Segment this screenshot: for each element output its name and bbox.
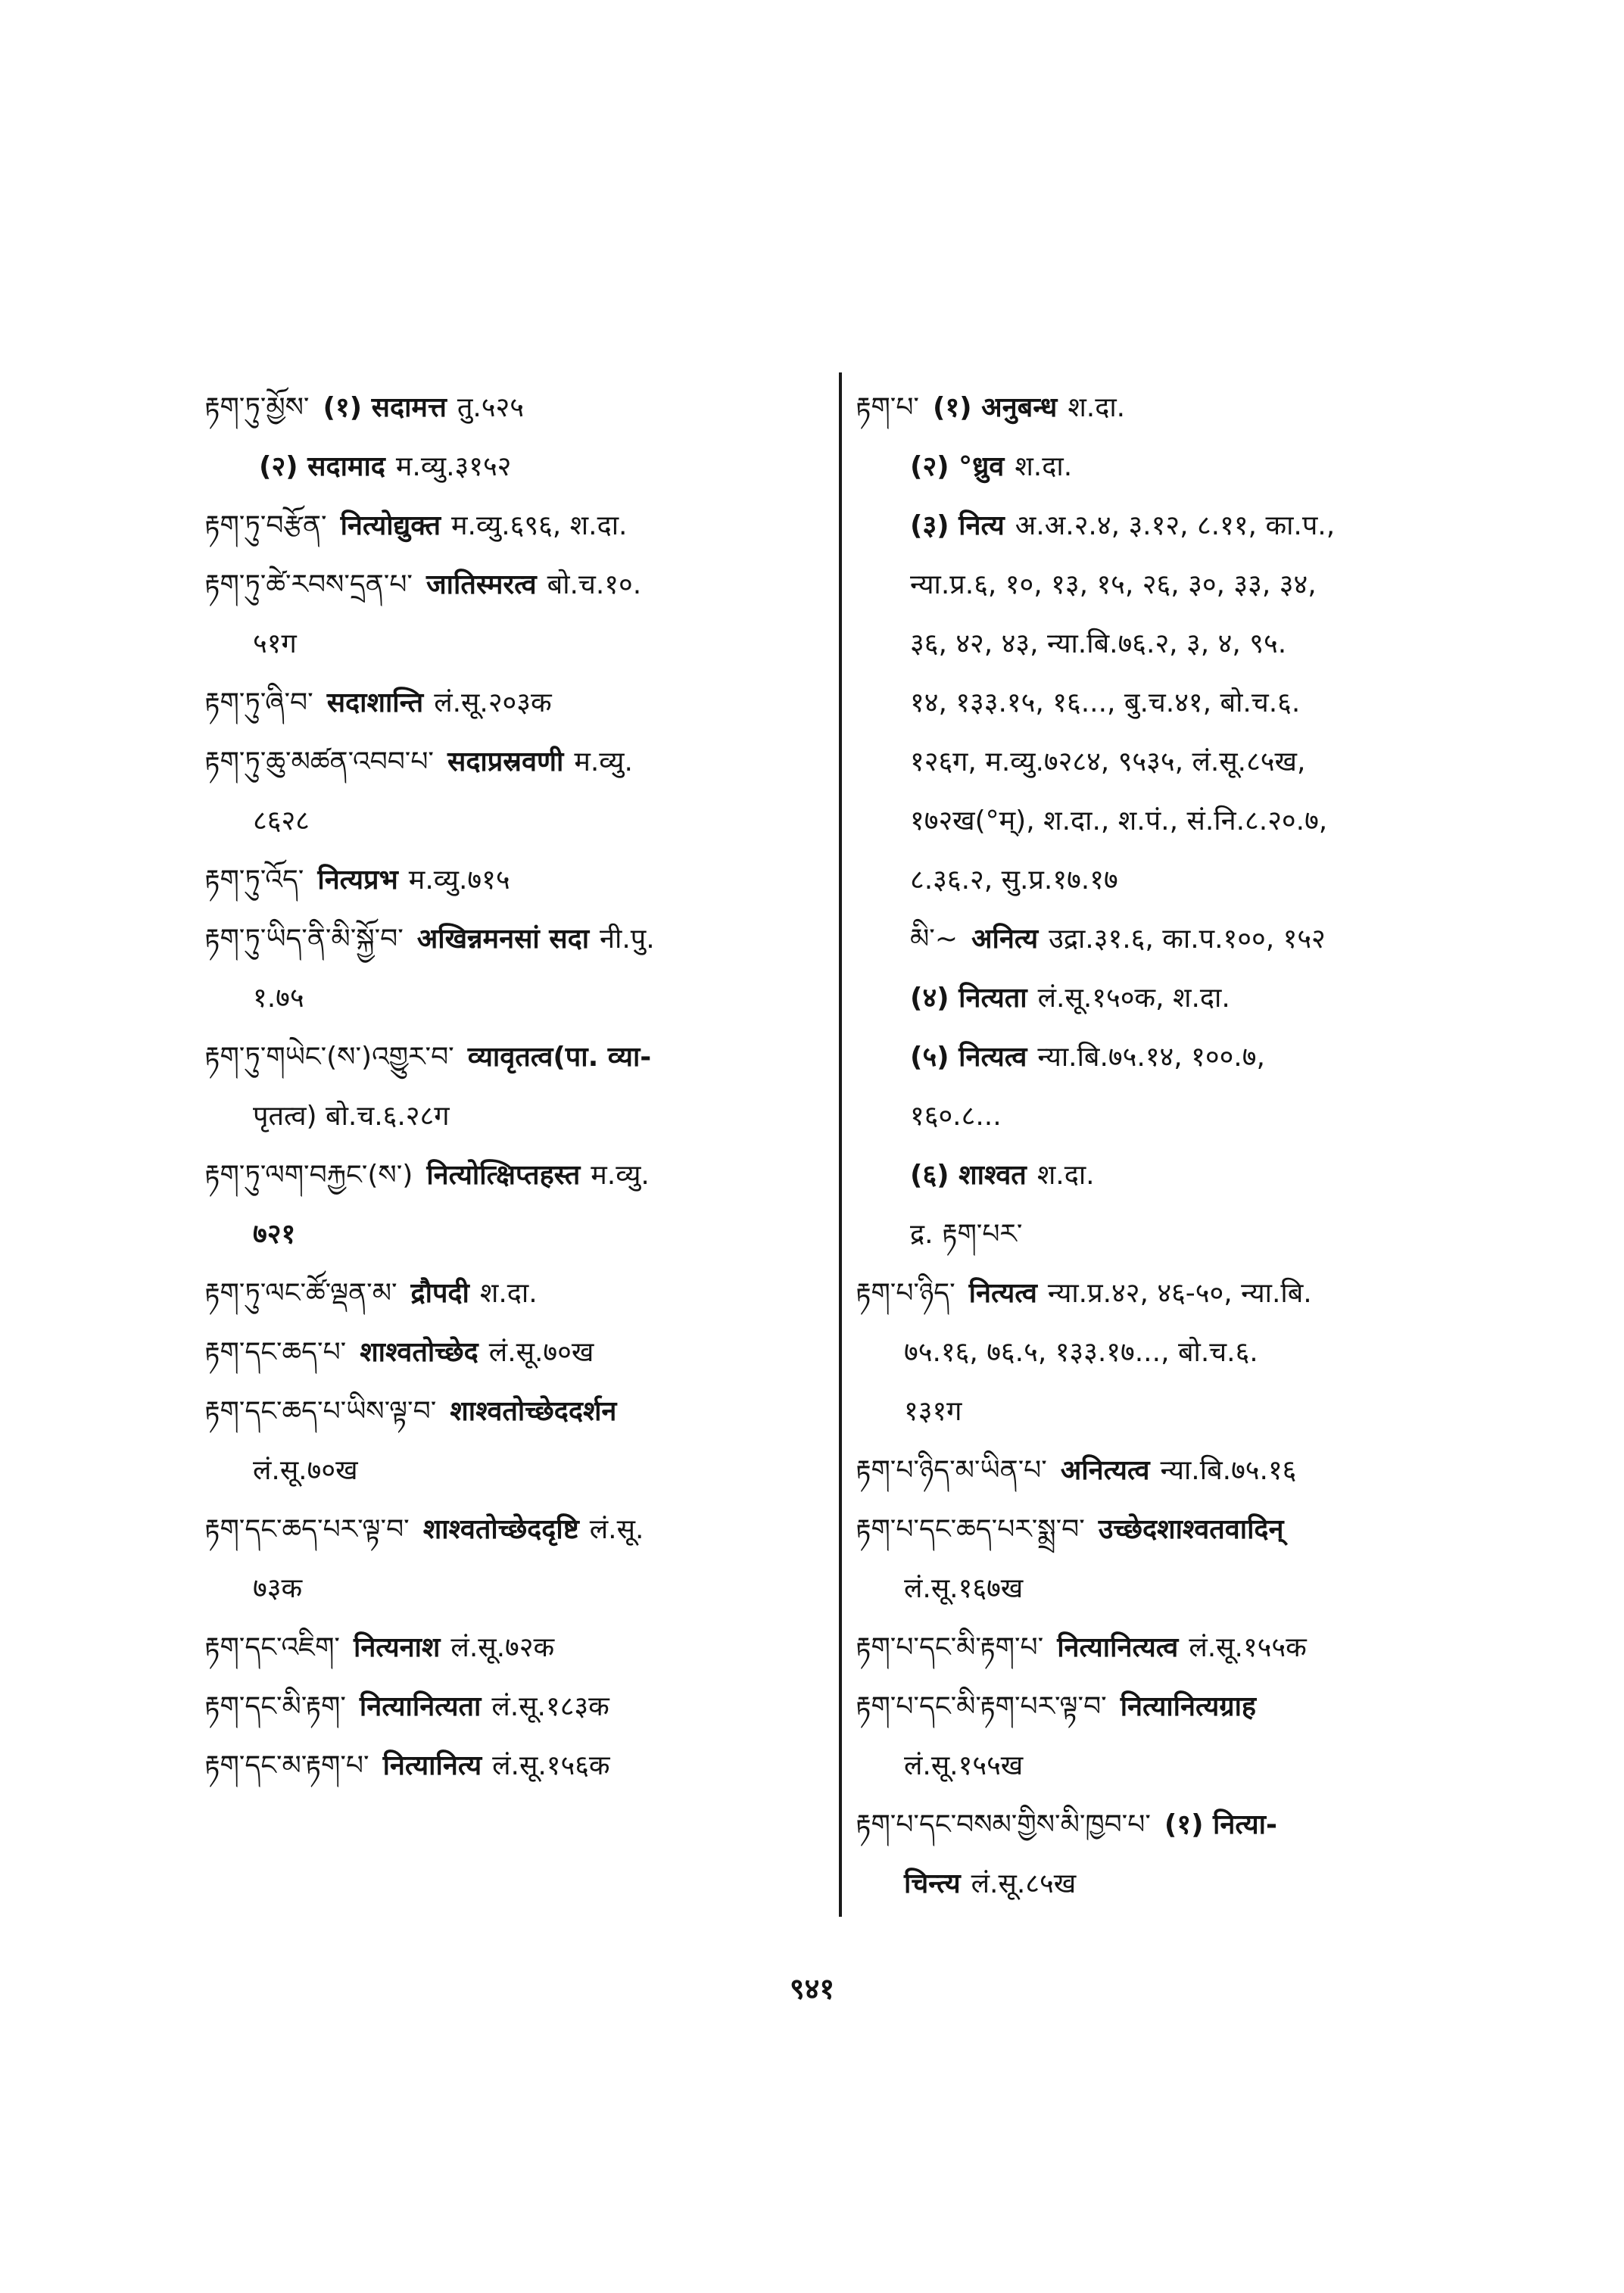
source-reference: म.व्यु. [574,746,633,777]
sanskrit-equivalent: (१) सदामत्त [323,392,447,423]
dictionary-entry [856,1678,1461,1737]
source-reference: १६०.८... [910,1101,1002,1132]
dictionary-entry [856,1323,1461,1382]
sanskrit-equivalent: ७२१ [253,1219,296,1250]
tibetan-headword: རྟག་དང་མ་རྟག་པ་ [204,1750,369,1781]
tibetan-headword: རྟག་ཏུ་ཞི་བ་ [204,687,313,718]
sanskrit-equivalent: नित्यनाश [354,1632,441,1663]
dictionary-entry [856,1855,1461,1914]
source-reference: १४, १३३.१५, १६..., बु.च.४१, बो.च.६. [910,687,1301,718]
source-reference: न्या.बि.७५.१४, १००.७, [1037,1042,1265,1073]
source-reference: १.७५ [253,983,304,1014]
dictionary-entry [856,733,1461,792]
dictionary-entry [856,556,1461,615]
tibetan-headword: རྟག་པ་དང་ཆད་པར་སྨྲ་བ་ [856,1514,1085,1545]
source-reference: श.दा. [1015,451,1073,482]
source-reference: लं.सू.७०ख [253,1455,358,1486]
dictionary-entry [856,615,1461,674]
dictionary-entry [856,379,1461,438]
dictionary-entry [204,1441,825,1500]
source-reference: नी.पु. [600,924,655,955]
sanskrit-equivalent: शाश्वतोच्छेद [360,1337,478,1368]
sanskrit-equivalent: नित्यानित्यता [359,1691,482,1722]
sanskrit-equivalent: (१) नित्या- [1164,1809,1277,1840]
dictionary-entry [856,851,1461,910]
tibetan-headword: རྟག་པ་དང་བསམ་གྱིས་མི་ཁྱབ་པ་ [856,1809,1151,1840]
tibetan-headword: རྟག་དང་མི་རྟག་ [204,1691,346,1722]
tibetan-headword: མི་~ [910,924,958,955]
sanskrit-equivalent: सदाशान्ति [326,687,424,718]
dictionary-entry [204,438,825,497]
source-reference: ७५.१६, ७६.५, १३३.१७..., बो.च.६. [904,1337,1258,1368]
source-reference: श.दा. [1036,1160,1095,1191]
sanskrit-equivalent: नित्यानित्यत्व [1057,1632,1179,1663]
tibetan-headword: རྟག་ཏུ་འོད་ [204,865,304,896]
tibetan-headword: རྟག་ཏུ་ཡིད་ནི་མི་སྐྱོ་བ་ [204,924,404,955]
sanskrit-equivalent: सदाप्रस्रवणी [447,746,564,777]
dictionary-entry [204,556,825,615]
source-reference: ७३क [253,1573,303,1604]
dictionary-entry [204,1323,825,1382]
tibetan-headword: རྟག་དང་ཆད་པར་ལྟ་བ་ [204,1514,410,1545]
dictionary-entry [856,1618,1461,1678]
source-reference: श.दा. [479,1278,538,1309]
tibetan-headword: རྟག་ཏུ་ཆུ་མཚན་འབབ་པ་ [204,746,434,777]
dictionary-entry [204,1028,825,1087]
page-number: ९४१ [789,1972,835,2005]
dictionary-entry [856,1500,1461,1559]
source-reference: द्र. རྟག་པར་ [910,1219,1023,1250]
source-reference: म.व्यु.६९६, श.दा. [451,510,628,541]
source-reference: ३६, ४२, ४३, न्या.बि.७६.२, ३, ४, ९५. [910,628,1287,659]
dictionary-entry [856,1737,1461,1796]
source-reference: म.व्यु.३१५२ [395,451,512,482]
source-reference: लं.सू.१८३क [491,1691,609,1722]
source-reference: १७२ख(°म्), श.दा., श.पं., सं.नि.८.२०.७, [910,805,1328,837]
source-reference: ५१ग [253,628,297,659]
tibetan-headword: རྟག་ཏུ་བརྩོན་ [204,510,327,541]
source-reference: लं.सू.७०ख [488,1337,594,1368]
tibetan-headword: རྟག་དང་ཆད་པ་ [204,1337,347,1368]
column-divider [839,372,842,1917]
tibetan-headword: རྟག་ཏུ་མྱོས་ [204,392,310,423]
dictionary-entry [856,1264,1461,1323]
sanskrit-equivalent: शाश्वतोच्छेददर्शन [450,1396,617,1427]
dictionary-entry [204,1382,825,1441]
dictionary-entry [856,969,1461,1028]
dictionary-entry [856,674,1461,733]
tibetan-headword: རྟག་པ་ཉིད་ [856,1278,955,1309]
sanskrit-equivalent: (४) नित्यता [910,983,1027,1014]
sanskrit-equivalent: नित्यप्रभ [317,865,398,896]
dictionary-entry [856,1441,1461,1500]
sanskrit-equivalent: अनित्यत्व [1060,1455,1150,1486]
sanskrit-equivalent: (२) °ध्रुव [910,451,1005,482]
left-column [204,379,825,1796]
dictionary-entry [204,1737,825,1796]
dictionary-entry [856,910,1461,969]
dictionary-entry [856,1028,1461,1087]
source-reference: ८६२८ [253,805,310,837]
source-reference: अ.अ.२.४, ३.१२, ८.११, का.प., [1015,510,1336,541]
sanskrit-equivalent: अनित्य [971,924,1039,955]
dictionary-entry [856,438,1461,497]
dictionary-entry [204,1559,825,1618]
dictionary-entry [204,1146,825,1205]
sanskrit-equivalent: (२) सदामाद [259,451,385,482]
tibetan-headword: རྟག་ཏུ་ལང་ཚོ་ལྡན་མ་ [204,1278,397,1309]
sanskrit-equivalent: नित्यत्व [968,1278,1037,1309]
tibetan-headword: རྟག་དང་ཆད་པ་ཡིས་ལྟ་བ་ [204,1396,437,1427]
dictionary-entry [204,615,825,674]
tibetan-headword: རྟག་པ་ [856,392,919,423]
source-reference: लं.सू. [589,1514,644,1545]
source-reference: लं.सू.२०३क [434,687,552,718]
dictionary-entry [856,1146,1461,1205]
sanskrit-equivalent: उच्छेदशाश्वतवादिन् [1098,1514,1284,1545]
right-column [856,379,1461,1914]
sanskrit-equivalent: जातिस्मरत्व [425,569,537,600]
dictionary-entry [204,969,825,1028]
sanskrit-equivalent: (३) नित्य [910,510,1005,541]
source-reference: लं.सू.८५ख [971,1868,1077,1899]
sanskrit-equivalent: नित्यानित्य [382,1750,482,1781]
source-reference: लं.सू.१५५क [1189,1632,1307,1663]
dictionary-entry [856,1382,1461,1441]
tibetan-headword: རྟག་པ་དང་མི་རྟག་པ་ [856,1632,1044,1663]
source-reference: न्या.प्र.६, १०, १३, १५, २६, ३०, ३३, ३४, [910,569,1317,600]
dictionary-entry [204,1500,825,1559]
dictionary-entry [204,1618,825,1678]
tibetan-headword: རྟག་ཏུ་ཚེ་རབས་དྲན་པ་ [204,569,413,600]
sanskrit-equivalent: नित्योद्युक्त [340,510,441,541]
dictionary-entry [204,733,825,792]
source-reference: म.व्यु.७१५ [408,865,510,896]
tibetan-headword: རྟག་དང་འཇིག་ [204,1632,340,1663]
source-reference: १३१ग [904,1396,962,1427]
source-reference: लं.सू.१५६क [492,1750,610,1781]
source-reference: लं.सू.१५०क, श.दा. [1037,983,1230,1014]
source-reference: म.व्यु. [591,1160,650,1191]
dictionary-entry [204,851,825,910]
dictionary-entry [204,1264,825,1323]
tibetan-headword: རྟག་ཏུ་ལག་བརྐྱང་(ས་) [204,1160,413,1191]
dictionary-entry [204,792,825,851]
source-reference: लं.सू.७२क [450,1632,555,1663]
sanskrit-equivalent: (५) नित्यत्व [910,1042,1027,1073]
dictionary-entry [856,497,1461,556]
dictionary-entry [856,792,1461,851]
sanskrit-equivalent: (१) अनुबन्ध [933,392,1058,423]
sanskrit-equivalent: अखिन्नमनसां सदा [416,924,590,955]
tibetan-headword: རྟག་པ་དང་མི་རྟག་པར་ལྟ་བ་ [856,1691,1107,1722]
source-reference: लं.सू.१५५ख [904,1750,1024,1781]
source-reference: १२६ग, म.व्यु.७२८४, ९५३५, लं.सू.८५ख, [910,746,1306,777]
dictionary-entry [204,379,825,438]
sanskrit-equivalent: द्रौपदी [410,1278,469,1309]
source-reference: ८.३६.२, सु.प्र.१७.१७ [910,865,1118,896]
source-reference: श.दा. [1068,392,1126,423]
dictionary-entry [204,674,825,733]
tibetan-headword: རྟག་ཏུ་གཡེང་(ས་)འགྱུར་བ་ [204,1042,454,1073]
dictionary-entry [856,1796,1461,1855]
dictionary-entry [204,497,825,556]
source-reference: बो.च.१०. [547,569,642,600]
source-reference: उद्रा.३१.६, का.प.१००, १५२ [1049,924,1326,955]
source-reference: न्या.प्र.४२, ४६-५०, न्या.बि. [1047,1278,1312,1309]
dictionary-entry [204,1205,825,1264]
dictionary-entry [204,1678,825,1737]
tibetan-headword: རྟག་པ་ཉིད་མ་ཡིན་པ་ [856,1455,1047,1486]
dictionary-entry [204,910,825,969]
sanskrit-equivalent: शाश्वतोच्छेददृष्टि [422,1514,579,1545]
source-reference: तु.५२५ [457,392,524,423]
sanskrit-equivalent: नित्यानित्यग्राह [1120,1691,1257,1722]
sanskrit-equivalent: व्यावृतत्व(पा. व्या- [467,1042,652,1073]
source-reference: पृतत्व) बो.च.६.२८ग [253,1101,450,1132]
dictionary-entry [204,1087,825,1146]
dictionary-entry [856,1087,1461,1146]
source-reference: लं.सू.१६७ख [904,1573,1024,1604]
sanskrit-equivalent: नित्योत्क्षिप्तहस्त [426,1160,581,1191]
sanskrit-equivalent: चिन्त्य [904,1868,961,1899]
source-reference: न्या.बि.७५.१६ [1160,1455,1297,1486]
dictionary-entry [856,1205,1461,1264]
dictionary-entry [856,1559,1461,1618]
sanskrit-equivalent: (६) शाश्वत [910,1160,1027,1191]
